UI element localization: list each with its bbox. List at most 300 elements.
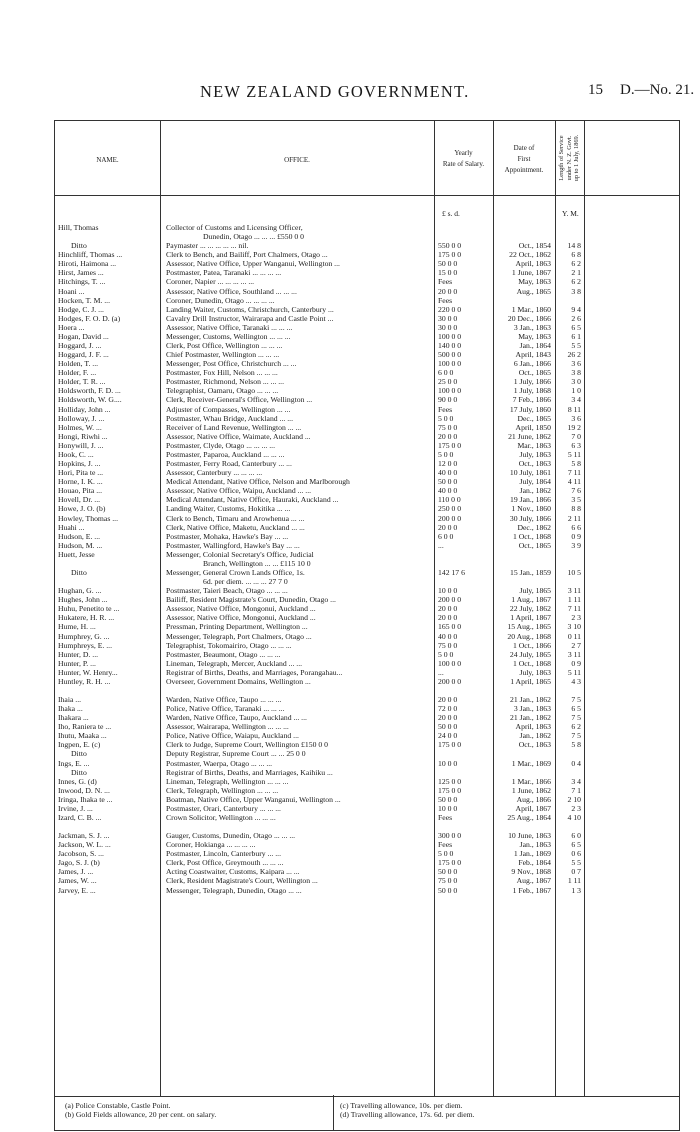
cell-office: Postmaster, Whau Bridge, Auckland ... ... — [166, 413, 294, 423]
cell-name: Ingpen, E. (c) — [58, 740, 101, 750]
cell-appointment-date: 1 June, 1867 — [511, 268, 551, 278]
cell-length-of-service: 6 0 — [571, 831, 581, 841]
table-row — [55, 459, 679, 468]
table-row — [55, 559, 679, 568]
cell-length-of-service: 6 5 — [571, 840, 581, 850]
table-row — [55, 740, 679, 749]
table-row — [55, 287, 679, 296]
table-row — [55, 731, 679, 740]
table-row — [55, 749, 679, 758]
cell-salary: 175 0 0 — [438, 250, 462, 260]
cell-appointment-date: April, 1843 — [515, 350, 551, 360]
cell-appointment-date: 1 Oct., 1866 — [512, 640, 551, 650]
cell-length-of-service: 2 3 — [571, 803, 581, 813]
table-row — [55, 677, 679, 686]
cell-name: Holmes, W. ... — [58, 422, 102, 432]
footnote-divider — [333, 1095, 334, 1130]
cell-appointment-date: 1 Mar., 1866 — [511, 776, 551, 786]
cell-length-of-service: 0 4 — [571, 758, 581, 768]
cell-office: Lineman, Telegraph, Mercer, Auckland ... ... — [166, 658, 303, 668]
cell-office: Postmaster, Patea, Taranaki ... ... ... ... — [166, 268, 282, 278]
cell-appointment-date: Aug., 1867 — [516, 876, 551, 886]
cell-office: Coroner, Hokianga ... ... ... ... — [166, 840, 256, 850]
cell-salary: 5 0 0 — [438, 649, 454, 659]
cell-office: Coroner, Napier ... ... ... ... ... — [166, 277, 255, 287]
cell-length-of-service: 5 5 — [571, 858, 581, 868]
cell-office: Paymaster ... ... ... ... ... nil. — [166, 241, 249, 251]
cell-length-of-service: 7 5 — [571, 713, 581, 723]
cell-appointment-date: 1 Nov., 1860 — [511, 504, 551, 514]
cell-salary: Fees — [438, 840, 453, 850]
table-row — [55, 632, 679, 641]
table-row — [55, 786, 679, 795]
cell-office: Postmaster, Beaumont, Otago ... ... ... — [166, 649, 281, 659]
table-row — [55, 386, 679, 395]
cell-name: Hongi, Riwhi ... — [58, 431, 108, 441]
cell-appointment-date: Aug., 1866 — [516, 794, 551, 804]
cell-salary: 30 0 0 — [438, 322, 458, 332]
cell-office: Postmaster, Wallingford, Hawke's Bay ... ... — [166, 540, 300, 550]
cell-length-of-service: 2 11 — [567, 513, 581, 523]
cell-salary: 175 0 0 — [438, 740, 462, 750]
cell-name: Humphrey, G. ... — [58, 631, 110, 641]
cell-name: Holliday, John ... — [58, 404, 111, 414]
cell-office: Messenger, Telegraph, Port Chalmers, Otago ... — [166, 631, 312, 641]
cell-office: Clerk to Bench, and Bailiff, Port Chalmers, Otago ... — [166, 250, 328, 260]
cell-salary: 30 0 0 — [438, 313, 458, 323]
cell-length-of-service: 7 11 — [567, 468, 581, 478]
cell-length-of-service: 1 11 — [567, 595, 581, 605]
column-header-name: NAME. — [96, 156, 119, 164]
cell-length-of-service: 4 10 — [567, 813, 581, 822]
cell-appointment-date: Jan., 1864 — [519, 341, 551, 351]
cell-appointment-date: April, 1850 — [515, 422, 551, 432]
cell-office: Assessor, Native Office, Waipu, Auckland ... ... — [166, 486, 312, 496]
cell-appointment-date: 21 Jan., 1862 — [510, 713, 551, 723]
cell-appointment-date: 22 July, 1862 — [509, 604, 551, 614]
cell-office: Postmaster, Orari, Canterbury ... ... ... — [166, 803, 281, 813]
cell-office: Postmaster, Waerpa, Otago ... ... ... — [166, 758, 273, 768]
cell-name: Hughes, John ... — [58, 595, 108, 605]
cell-name: Hunter, P. ... — [58, 658, 96, 668]
cell-salary: 165 0 0 — [438, 622, 462, 632]
cell-length-of-service: 2 7 — [571, 640, 581, 650]
cell-office: Postmaster, Ferry Road, Canterbury ... ... — [166, 459, 292, 469]
cell-salary: 50 0 0 — [438, 722, 458, 732]
cell-length-of-service: 6 2 — [571, 259, 581, 269]
cell-name: Honywill, J. ... — [58, 440, 104, 450]
cell-name: Ings, E. ... — [58, 758, 90, 768]
cell-office: Messenger, Colonial Secretary's Office, Judicial — [166, 549, 314, 559]
cell-salary: 250 0 0 — [438, 504, 462, 514]
table-row — [55, 296, 679, 305]
cell-salary: 125 0 0 — [438, 776, 462, 786]
cell-appointment-date: 3 Jan., 1863 — [513, 704, 551, 714]
cell-office: Deputy Registrar, Supreme Court ... ... 25 0 0 — [166, 749, 306, 759]
table-row — [55, 495, 679, 504]
cell-length-of-service: 1 0 — [571, 386, 581, 396]
table-row — [55, 813, 679, 822]
cell-length-of-service: 7 5 — [571, 731, 581, 741]
cell-appointment-date: 1 July, 1868 — [513, 386, 551, 396]
cell-length-of-service: 3 8 — [571, 368, 581, 378]
cell-name: Jackson, W. L. ... — [58, 840, 111, 850]
cell-appointment-date: 24 July, 1865 — [509, 649, 551, 659]
cell-salary: 24 0 0 — [438, 731, 458, 741]
cell-salary: 5 0 0 — [438, 449, 454, 459]
cell-salary: 200 0 0 — [438, 676, 462, 686]
cell-salary: 300 0 0 — [438, 831, 462, 841]
footnotes — [54, 1095, 680, 1131]
cell-appointment-date: 1 Feb., 1867 — [512, 885, 551, 895]
cell-name: Houao, Pita ... — [58, 486, 102, 496]
cell-salary: 12 0 0 — [438, 459, 458, 469]
table-row — [55, 395, 679, 404]
cell-appointment-date: 9 Nov., 1868 — [511, 867, 551, 877]
table-row — [55, 768, 679, 777]
column-header-salary: Yearly Rate of Salary. — [442, 149, 485, 168]
cell-length-of-service: 10 5 — [567, 567, 581, 577]
service-table — [54, 120, 680, 1097]
cell-appointment-date: 10 July, 1861 — [509, 468, 551, 478]
cell-office: Clerk, Resident Magistrate's Court, Wellington ... — [166, 876, 318, 886]
cell-name: Holdsworth, F. D. ... — [58, 386, 121, 396]
cell-appointment-date: 7 Feb., 1866 — [512, 395, 551, 405]
cell-office: Cavalry Drill Instructor, Wairarapa and Castle Point ... — [166, 313, 334, 323]
cell-length-of-service: 9 4 — [571, 304, 581, 314]
cell-name: Holdsworth, W. G.... — [58, 395, 122, 405]
cell-length-of-service: 3 9 — [571, 540, 581, 550]
cell-appointment-date: 1 Oct., 1868 — [512, 531, 551, 541]
cell-length-of-service: 3 5 — [571, 495, 581, 505]
cell-office: Assessor, Native Office, Mongonui, Auckland ... — [166, 613, 316, 623]
cell-salary: 20 0 0 — [438, 613, 458, 623]
table-row — [55, 232, 679, 241]
cell-office: Postmaster, Lincoln, Canterbury ... ... — [166, 849, 281, 859]
table-row — [55, 504, 679, 513]
table-row — [55, 532, 679, 541]
table-row — [55, 795, 679, 804]
cell-name: Hovell, Dr. ... — [58, 495, 101, 505]
cell-salary: 72 0 0 — [438, 704, 458, 714]
cell-salary: 6 0 0 — [438, 368, 454, 378]
cell-length-of-service: 0 7 — [571, 867, 581, 877]
table-row — [55, 867, 679, 876]
cell-name: Jackman, S. J. ... — [58, 831, 110, 841]
cell-office: Overseer, Government Domains, Wellington ... — [166, 676, 311, 686]
cell-salary: 20 0 0 — [438, 604, 458, 614]
cell-salary: ... — [438, 540, 444, 550]
cell-length-of-service: 14 8 — [567, 241, 581, 251]
footnotes-left: (a) Police Constable, Castle Point. (b) Gold Fields allowance, 20 per cent. on salary. — [65, 1101, 217, 1119]
cell-name: Hopkins, J. ... — [58, 459, 101, 469]
table-row — [55, 377, 679, 386]
cell-appointment-date: April, 1867 — [515, 803, 551, 813]
cell-office: Messenger, General Crown Lands Office, 1s. — [166, 567, 305, 577]
table-row — [55, 423, 679, 432]
cell-salary: 20 0 0 — [438, 694, 458, 704]
cell-name: Holloway, J. ... — [58, 413, 105, 423]
cell-office: Telegraphist, Tokomairiro, Otago ... ... ... — [166, 640, 292, 650]
cell-salary: 5 0 0 — [438, 413, 454, 423]
table-row — [55, 759, 679, 768]
cell-salary: 10 0 0 — [438, 586, 458, 596]
table-row — [55, 595, 679, 604]
cell-appointment-date: 1 Mar., 1860 — [511, 304, 551, 314]
cell-appointment-date: Dec., 1862 — [517, 522, 551, 532]
cell-office: Warden, Native Office, Taupo ... ... ... — [166, 694, 282, 704]
cell-salary: 75 0 0 — [438, 640, 458, 650]
cell-office: Coroner, Dunedin, Otago ... ... ... ... — [166, 295, 275, 305]
section-gap — [55, 822, 679, 831]
cell-length-of-service: 8 8 — [571, 504, 581, 514]
table-row — [55, 523, 679, 532]
salary-units: £ s. d. — [442, 209, 460, 218]
cell-appointment-date: 1 Aug., 1867 — [511, 595, 551, 605]
cell-salary: 20 0 0 — [438, 522, 458, 532]
cell-office: Registrar of Births, Deaths, and Marriages, Kaihiku ... — [166, 767, 333, 777]
page-title: NEW ZEALAND GOVERNMENT. — [200, 82, 470, 101]
table-row — [55, 641, 679, 650]
cell-salary: 175 0 0 — [438, 785, 462, 795]
cell-salary: 100 0 0 — [438, 658, 462, 668]
cell-salary: 100 0 0 — [438, 359, 462, 369]
table-row — [55, 350, 679, 359]
cell-name: Huntley, R. H. ... — [58, 676, 111, 686]
cell-length-of-service: 6 1 — [571, 331, 581, 341]
cell-name: Jarvey, E. ... — [58, 885, 96, 895]
table-row — [55, 432, 679, 441]
cell-appointment-date: 10 June, 1863 — [508, 831, 551, 841]
cell-salary: Fees — [438, 813, 453, 822]
cell-length-of-service: 8 11 — [567, 404, 581, 414]
cell-name: Hoggard, J. F. ... — [58, 350, 109, 360]
cell-length-of-service: 6 3 — [571, 440, 581, 450]
cell-appointment-date: 1 June, 1862 — [511, 785, 551, 795]
table-row — [55, 659, 679, 668]
cell-salary: 6 0 0 — [438, 531, 454, 541]
cell-name: Hori, Pita te ... — [58, 468, 104, 478]
cell-name: Hook, C. ... — [58, 449, 94, 459]
cell-office: Telegraphist, Oamaru, Otago ... ... ... — [166, 386, 279, 396]
cell-salary: 10 0 0 — [438, 803, 458, 813]
cell-salary: 100 0 0 — [438, 386, 462, 396]
cell-length-of-service: 1 3 — [571, 885, 581, 895]
cell-length-of-service: 4 11 — [567, 477, 581, 487]
cell-office: Assessor, Wairarapa, Wellington ... ... ... — [166, 722, 289, 732]
table-row — [55, 468, 679, 477]
cell-appointment-date: 20 Aug., 1868 — [507, 631, 551, 641]
cell-salary: 50 0 0 — [438, 885, 458, 895]
table-row — [55, 314, 679, 323]
cell-salary: 200 0 0 — [438, 595, 462, 605]
cell-name: Huett, Jesse — [58, 549, 95, 559]
table-body — [55, 223, 679, 895]
cell-name: Hughan, G. ... — [58, 586, 102, 596]
cell-office: Postmaster, Taieri Beach, Otago ... ... ... — [166, 586, 288, 596]
cell-appointment-date: Oct., 1863 — [518, 740, 551, 750]
cell-name: Iringa, Ihaka te ... — [58, 794, 113, 804]
cell-name: Ihutu, Maaka ... — [58, 731, 107, 741]
cell-name: Iho, Raniera te ... — [58, 722, 112, 732]
cell-salary: 25 0 0 — [438, 377, 458, 387]
cell-office: Acting Coastwaiter, Customs, Kaipara ... ... — [166, 867, 300, 877]
cell-length-of-service: 5 11 — [567, 449, 581, 459]
table-row — [55, 840, 679, 849]
cell-office: Receiver of Land Revenue, Wellington ... ... — [166, 422, 302, 432]
cell-appointment-date: 15 Aug., 1865 — [507, 622, 551, 632]
table-row — [55, 613, 679, 622]
table-row — [55, 568, 679, 577]
table-row — [55, 323, 679, 332]
cell-appointment-date: Oct., 1854 — [518, 241, 551, 251]
cell-salary: 50 0 0 — [438, 477, 458, 487]
cell-appointment-date: 3 Jan., 1863 — [513, 322, 551, 332]
cell-salary: 140 0 0 — [438, 341, 462, 351]
cell-appointment-date: 21 Jan., 1862 — [510, 694, 551, 704]
table-row — [55, 577, 679, 586]
cell-name: Holder, F. ... — [58, 368, 97, 378]
cell-name: Inwood, D. N. ... — [58, 785, 110, 795]
cell-office: Postmaster, Paparoa, Auckland ... ... ... — [166, 449, 285, 459]
cell-length-of-service: 5 8 — [571, 740, 581, 750]
cell-appointment-date: Oct., 1863 — [518, 459, 551, 469]
cell-appointment-date: Mar., 1863 — [517, 440, 551, 450]
cell-name: Hoera ... — [58, 322, 85, 332]
cell-office: Assessor, Native Office, Taranaki ... ... ... — [166, 322, 293, 332]
table-row — [55, 713, 679, 722]
cell-office: Assessor, Native Office, Upper Wanganui, Wellington ... — [166, 259, 340, 269]
cell-appointment-date: 15 Jan., 1859 — [510, 567, 551, 577]
cell-length-of-service: 4 3 — [571, 676, 581, 686]
cell-appointment-date: 1 Oct., 1868 — [512, 658, 551, 668]
cell-name: Hinchliff, Thomas ... — [58, 250, 123, 260]
cell-appointment-date: 6 Jan., 1866 — [513, 359, 551, 369]
cell-length-of-service: 3 6 — [571, 359, 581, 369]
cell-salary: 90 0 0 — [438, 395, 458, 405]
cell-salary: 40 0 0 — [438, 486, 458, 496]
cell-salary: 40 0 0 — [438, 468, 458, 478]
cell-length-of-service: 6 6 — [571, 522, 581, 532]
cell-appointment-date: 30 July, 1866 — [509, 513, 551, 523]
cell-salary: 20 0 0 — [438, 431, 458, 441]
cell-office: Bailiff, Resident Magistrate's Court, Dunedin, Otago ... — [166, 595, 336, 605]
cell-length-of-service: 2 6 — [571, 313, 581, 323]
cell-name: Huhu, Penetito te ... — [58, 604, 120, 614]
cell-salary: 40 0 0 — [438, 631, 458, 641]
cell-salary: 175 0 0 — [438, 440, 462, 450]
cell-appointment-date: Jan., 1862 — [519, 731, 551, 741]
cell-appointment-date: 19 Jan., 1866 — [510, 495, 551, 505]
cell-appointment-date: Oct., 1865 — [518, 368, 551, 378]
cell-name: Hoani ... — [58, 286, 85, 296]
cell-length-of-service: 7 0 — [571, 431, 581, 441]
cell-name: Izard, C. B. ... — [58, 813, 102, 822]
page-header — [0, 82, 700, 104]
cell-appointment-date: Feb., 1864 — [518, 858, 551, 868]
document-reference: D.—No. 21. — [620, 82, 695, 98]
cell-office: Postmaster, Fox Hill, Nelson ... ... ... — [166, 368, 278, 378]
table-row — [55, 359, 679, 368]
table-row — [55, 241, 679, 250]
table-row — [55, 486, 679, 495]
cell-length-of-service: 3 8 — [571, 286, 581, 296]
header-divider — [55, 195, 679, 196]
cell-length-of-service: 1 11 — [567, 876, 581, 886]
cell-name: Hirst, James ... — [58, 268, 104, 278]
column-header-length: Length of Service under N. Z. Govt. up to 1 July, 1869. — [558, 134, 580, 182]
cell-salary: 20 0 0 — [438, 286, 458, 296]
cell-length-of-service: 7 1 — [571, 785, 581, 795]
cell-length-of-service: 6 8 — [571, 250, 581, 260]
cell-length-of-service: 26 2 — [567, 350, 581, 360]
cell-appointment-date: July, 1864 — [519, 477, 551, 487]
cell-length-of-service: 6 2 — [571, 722, 581, 732]
table-row — [55, 849, 679, 858]
cell-length-of-service: 7 5 — [571, 694, 581, 704]
cell-appointment-date: 21 June, 1862 — [508, 431, 551, 441]
cell-length-of-service: 0 11 — [567, 631, 581, 641]
cell-salary: 550 0 0 — [438, 241, 462, 251]
cell-length-of-service: 3 10 — [567, 622, 581, 632]
cell-office: Gauger, Customs, Dunedin, Otago ... ... ... — [166, 831, 296, 841]
cell-length-of-service: 3 6 — [571, 413, 581, 423]
cell-length-of-service: 19 2 — [567, 422, 581, 432]
cell-length-of-service: 5 11 — [567, 667, 581, 677]
cell-office: Landing Waiter, Customs, Hokitika ... ... — [166, 504, 291, 514]
cell-appointment-date: Jan., 1862 — [519, 486, 551, 496]
table-row — [55, 332, 679, 341]
cell-name: James, J. ... — [58, 867, 94, 877]
table-row — [55, 414, 679, 423]
cell-salary: 220 0 0 — [438, 304, 462, 314]
cell-appointment-date: July, 1865 — [519, 586, 551, 596]
cell-salary: 110 0 0 — [438, 495, 461, 505]
cell-length-of-service: 7 6 — [571, 486, 581, 496]
table-row — [55, 695, 679, 704]
column-header-date: Date of First Appointment. — [504, 144, 544, 174]
cell-length-of-service: 6 5 — [571, 704, 581, 714]
cell-length-of-service: 3 0 — [571, 377, 581, 387]
cell-length-of-service: 2 1 — [571, 268, 581, 278]
cell-office: Assessor, Native Office, Mongonui, Auckland ... — [166, 604, 316, 614]
table-row — [55, 541, 679, 550]
cell-appointment-date: April, 1863 — [515, 722, 551, 732]
cell-salary: 142 17 6 — [438, 567, 465, 577]
cell-office: Warden, Native Office, Taupo, Auckland ... ... — [166, 713, 307, 723]
cell-name: Howe, J. O. (b) — [58, 504, 106, 514]
cell-name: Ditto — [71, 767, 87, 777]
cell-name: Ditto — [71, 567, 87, 577]
cell-name: Jago, S. J. (b) — [58, 858, 100, 868]
cell-office: Messenger, Customs, Wellington ... ... ... — [166, 331, 291, 341]
cell-name: Hunter, D. ... — [58, 649, 99, 659]
cell-length-of-service: 2 10 — [567, 794, 581, 804]
cell-name: Hodges, F. O. D. (a) — [58, 313, 121, 323]
table-row — [55, 604, 679, 613]
cell-name: Ditto — [71, 241, 87, 251]
cell-office: Postmaster, Richmond, Nelson ... ... ... — [166, 377, 284, 387]
cell-office: Registrar of Births, Deaths, and Marriages, Porangahau... — [166, 667, 343, 677]
table-row — [55, 722, 679, 731]
table-row — [55, 622, 679, 631]
table-row — [55, 777, 679, 786]
cell-name: Irvine, J. ... — [58, 803, 93, 813]
cell-appointment-date: Aug., 1865 — [516, 286, 551, 296]
cell-name: Hogan, David ... — [58, 331, 109, 341]
cell-appointment-date: May, 1863 — [518, 277, 551, 287]
cell-salary: 50 0 0 — [438, 259, 458, 269]
